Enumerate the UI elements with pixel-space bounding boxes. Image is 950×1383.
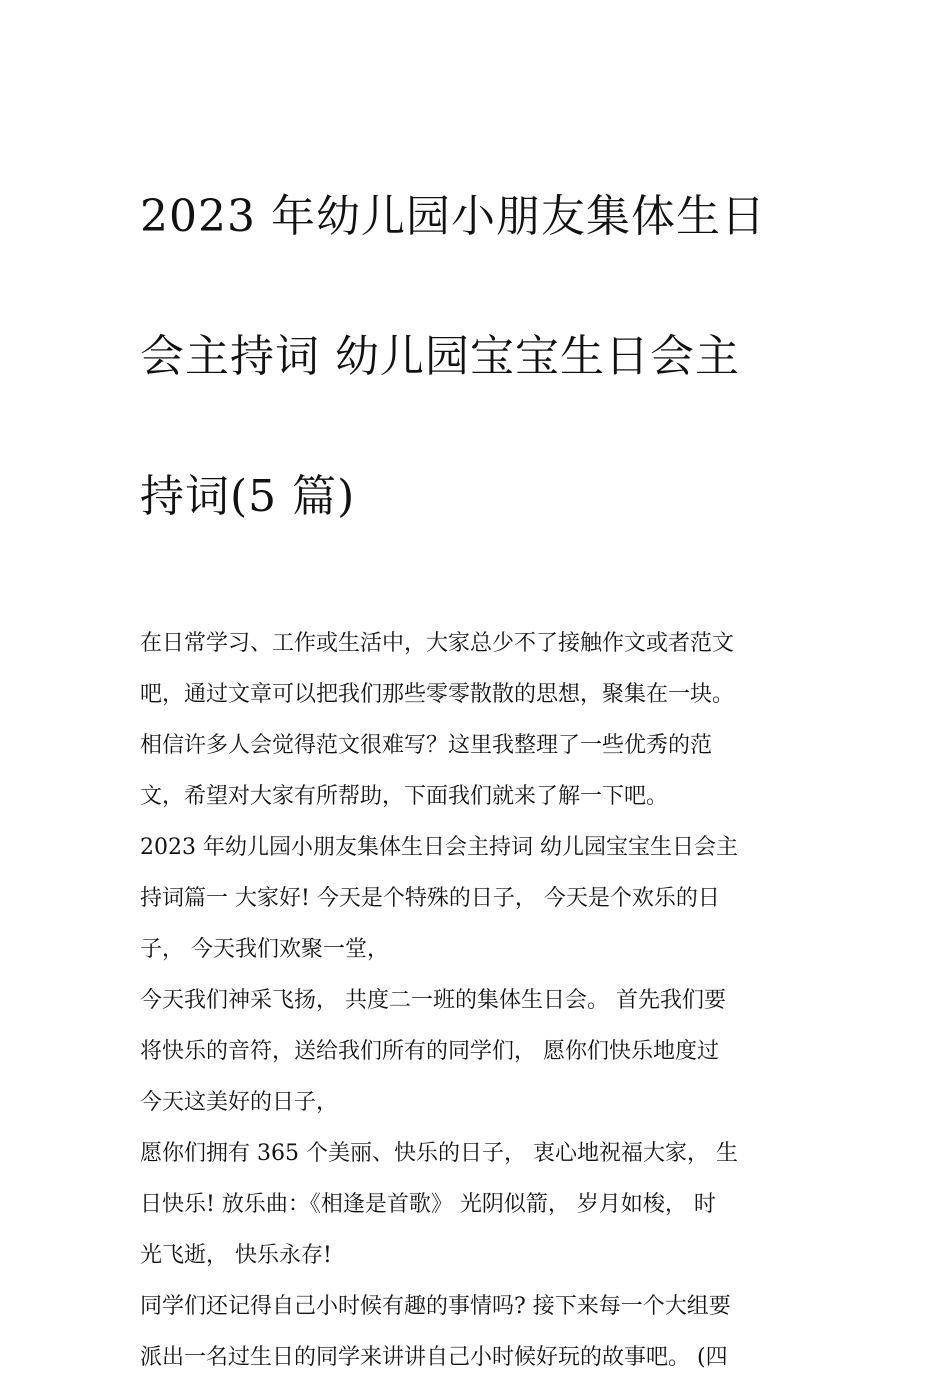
text-line: 相信许多人会觉得范文很难写？这里我整理了一些优秀的范 bbox=[140, 733, 713, 758]
title-line: 2023 年幼儿园小朋友集体生日 bbox=[140, 191, 766, 242]
text-line: 光飞逝， 快乐永存! bbox=[140, 1243, 332, 1268]
text-line: 在日常学习、工作或生活中，大家总少不了接触作文或者范文 bbox=[140, 631, 735, 656]
text-line: 2023 年幼儿园小朋友集体生日会主持词 幼儿园宝宝生日会主 bbox=[140, 835, 738, 860]
text-line: 派出一名过生日的同学来讲讲自己小时候好玩的故事吧。 (四 bbox=[140, 1345, 728, 1370]
body-paragraph bbox=[140, 1281, 812, 1383]
text-line: 子， 今天我们欢聚一堂， bbox=[140, 937, 389, 962]
title-line: 会主持词 幼儿园宝宝生日会主 bbox=[140, 331, 740, 382]
text-line: 今天我们神采飞扬， 共度二一班的集体生日会。 首先我们要 bbox=[140, 988, 726, 1013]
document-title bbox=[140, 112, 812, 602]
text-line: 吧，通过文章可以把我们那些零零散散的思想，聚集在一块。 bbox=[140, 682, 735, 707]
text-line: 同学们还记得自己小时候有趣的事情吗? 接下来每一个大组要 bbox=[140, 1294, 731, 1319]
body-paragraph bbox=[140, 822, 812, 975]
document-page bbox=[140, 112, 812, 1383]
text-line: 今天这美好的日子， bbox=[140, 1090, 339, 1115]
intro-paragraph bbox=[140, 618, 812, 822]
text-line: 愿你们拥有 365 个美丽、快乐的日子， 衷心地祝福大家， 生 bbox=[140, 1141, 738, 1166]
document-body bbox=[140, 618, 812, 1383]
text-line: 将快乐的音符，送给我们所有的同学们， 愿你们快乐地度过 bbox=[140, 1039, 719, 1064]
text-line: 日快乐! 放乐曲：《相逢是首歌》 光阴似箭， 岁月如梭， 时 bbox=[140, 1192, 716, 1217]
text-line: 持词篇一 大家好! 今天是个特殊的日子， 今天是个欢乐的日 bbox=[140, 886, 720, 911]
body-paragraph bbox=[140, 1128, 812, 1281]
text-line: 文，希望对大家有所帮助，下面我们就来了解一下吧。 bbox=[140, 784, 669, 809]
body-paragraph bbox=[140, 975, 812, 1128]
title-line: 持词(5 篇) bbox=[140, 471, 356, 522]
